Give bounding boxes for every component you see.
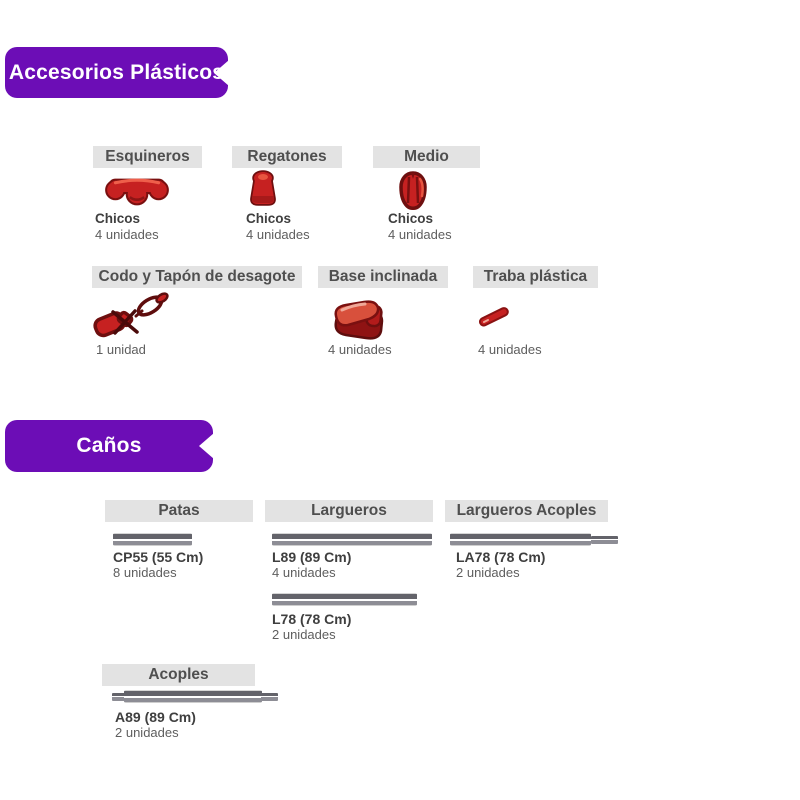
- tube-coupler-stub-icon: [591, 536, 618, 544]
- group-header-codo-tapon: Codo y Tapón de desagote: [92, 266, 302, 288]
- part-size-label: Chicos: [388, 211, 434, 226]
- part-qty-label: 1 unidad: [96, 342, 146, 357]
- part-code-label: LA78 (78 Cm): [456, 549, 546, 565]
- group-header-patas: Patas: [105, 500, 253, 522]
- part-qty-label: 4 unidades: [478, 342, 542, 357]
- group-header-acoples: Acoples: [102, 664, 255, 686]
- part-qty-label: 4 unidades: [95, 227, 159, 242]
- banner-canos-label: Caños: [76, 434, 142, 457]
- part-size-label: Chicos: [246, 211, 292, 226]
- banner-accesorios-label: Accesorios Plásticos: [8, 60, 225, 84]
- tube-icon-la78: [450, 533, 591, 546]
- banner-accesorios-plasticos: [5, 47, 228, 98]
- tube-icon-l89: [272, 533, 432, 546]
- corner-piece-icon: [101, 173, 173, 209]
- part-qty-label: 4 unidades: [272, 565, 336, 580]
- tube-icon-l78: [272, 593, 417, 606]
- part-qty-label: 4 unidades: [328, 342, 392, 357]
- drain-elbow-and-plug-icon: [92, 291, 172, 343]
- group-header-medio: Medio: [373, 146, 480, 168]
- part-size-label: Chicos: [95, 211, 141, 226]
- coupler-end-right-icon: [261, 693, 278, 701]
- part-qty-label: 4 unidades: [388, 227, 452, 242]
- tube-icon-a89: [124, 690, 262, 703]
- group-header-traba-plastica: Traba plástica: [473, 266, 598, 288]
- banner-canos: [5, 420, 213, 472]
- part-qty-label: 2 unidades: [115, 725, 179, 740]
- foot-cap-icon: [247, 170, 279, 209]
- part-code-label: CP55 (55 Cm): [113, 549, 204, 565]
- group-header-esquineros: Esquineros: [93, 146, 202, 168]
- group-header-regatones: Regatones: [232, 146, 342, 168]
- part-code-label: L78 (78 Cm): [272, 611, 352, 627]
- group-header-base-inclinada: Base inclinada: [318, 266, 448, 288]
- plastic-pin-icon: [476, 302, 512, 332]
- part-code-label: L89 (89 Cm): [272, 549, 352, 565]
- half-clamp-icon: [396, 170, 430, 211]
- group-header-largueros: Largueros: [265, 500, 433, 522]
- group-header-largueros-acoples: Largueros Acoples: [445, 500, 608, 522]
- part-qty-label: 4 unidades: [246, 227, 310, 242]
- part-code-label: A89 (89 Cm): [115, 709, 196, 725]
- inclined-base-icon: [326, 295, 392, 345]
- part-qty-label: 8 unidades: [113, 565, 177, 580]
- part-qty-label: 2 unidades: [272, 627, 336, 642]
- tube-icon-cp55: [113, 533, 192, 546]
- part-qty-label: 2 unidades: [456, 565, 520, 580]
